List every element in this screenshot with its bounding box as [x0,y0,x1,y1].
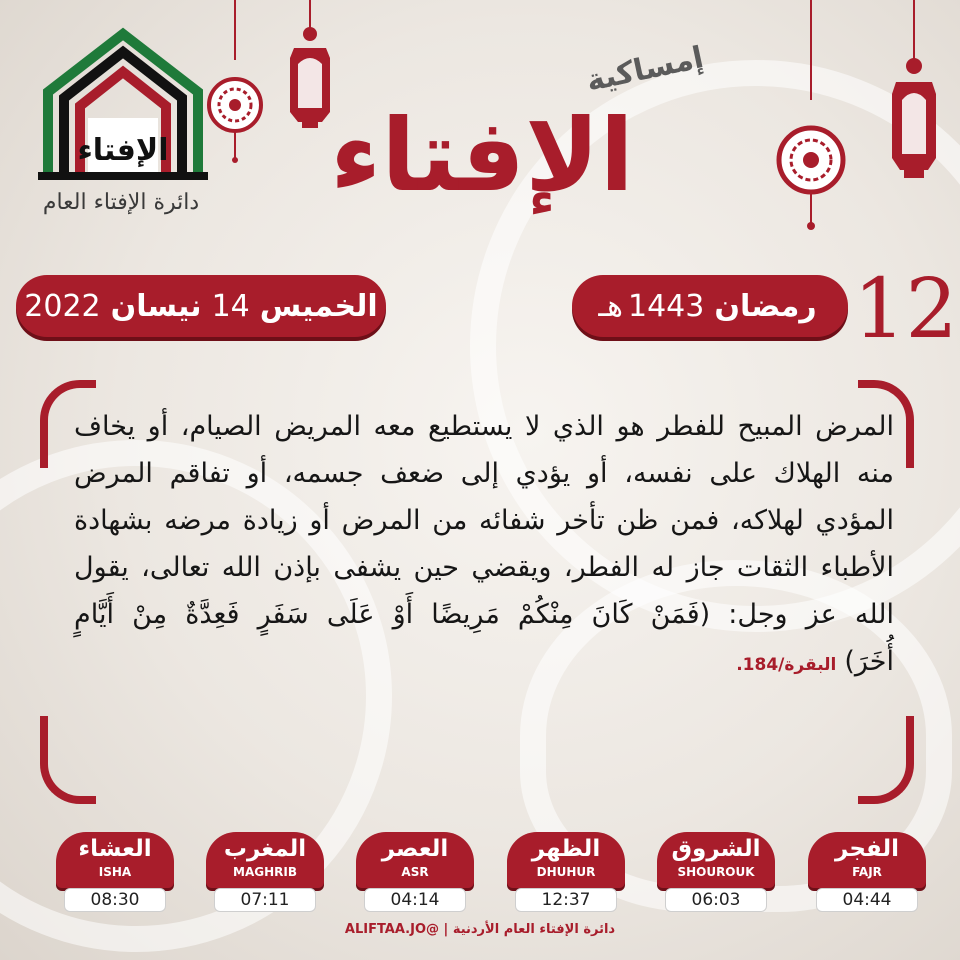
lantern-icon [205,0,265,165]
gregorian-day: 14 [211,288,250,324]
prayer-asr [356,832,474,910]
prayer-time: 12:37 [515,888,617,912]
prayer-time: 07:11 [214,888,316,912]
prayer-dhuhur [507,832,625,910]
prayer-name-ar: الظهر [531,836,601,862]
quran-reference: البقرة/184. [736,655,837,675]
prayer-name-ar: الشروق [671,836,761,862]
prayer-name-en: MAGHRIB [233,865,297,879]
gregorian-month: نيسان [110,288,202,324]
prayer-name-ar: المغرب [223,836,307,862]
prayer-name-ar: العصر [381,836,449,862]
prayer-time: 06:03 [665,888,767,912]
gregorian-date-pill [16,275,386,337]
hijri-day-number: 12 [853,262,958,357]
prayer-name-en: ISHA [98,865,132,879]
prayer-name-en: FAJR [852,865,882,879]
title-ifta: الإفتاء [330,97,634,214]
prayer-maghrib [206,832,324,910]
hijri-year: 1443 [627,288,705,324]
prayer-fajr [808,832,926,910]
prayer-name-en: SHOUROUK [677,865,755,879]
prayer-time: 04:14 [364,888,466,912]
logo-caption: دائرة الإفتاء العام [42,190,200,215]
weekday: الخميس [259,288,378,324]
fatwa-text [74,403,894,783]
hijri-suffix: هـ [598,288,623,324]
prayer-name-en: DHUHUR [536,865,596,879]
lantern-icon [884,0,944,190]
title-imsakiya: إمساكية [583,40,707,99]
prayer-shourouk [657,832,775,910]
prayer-isha [56,832,174,910]
prayer-time: 04:44 [816,888,918,912]
prayer-name-ar: العشاء [78,836,152,862]
hijri-date-pill [572,275,848,337]
hijri-month: رمضان [714,288,817,324]
gregorian-year: 2022 [24,288,101,324]
svg-text:الإفتاء: الإفتاء [77,133,169,168]
footer-credit: دائرة الإفتاء العام الأردنية | @ALIFTAA.JO [344,922,616,937]
prayer-time: 08:30 [64,888,166,912]
fatwa-body: المرض المبيح للفطر هو الذي لا يستطيع معه المريض الصيام، أو يخاف منه الهلاك على نفسه، أو يؤدي إلى ضعف جسمه، أو تفاقم المرض المؤدي لهلاكه، فمن ظن تأخر شفائه من المرض أو زيادة مرضه بشهادة الأطباء الثقات جاز له الفطر، ويقضي حين يشفى بإذن الله تعالى، يقول الله عز وجل: (فَمَنْ كَانَ مِنْكُمْ مَرِيضًا أَوْ عَلَى سَفَرٍ فَعِدَّةٌ مِنْ أَيَّامٍ أُخَرَ) [74,411,894,677]
prayer-name-ar: الفجر [835,836,899,862]
prayer-name-en: ASR [401,865,429,879]
lantern-icon [775,0,847,232]
